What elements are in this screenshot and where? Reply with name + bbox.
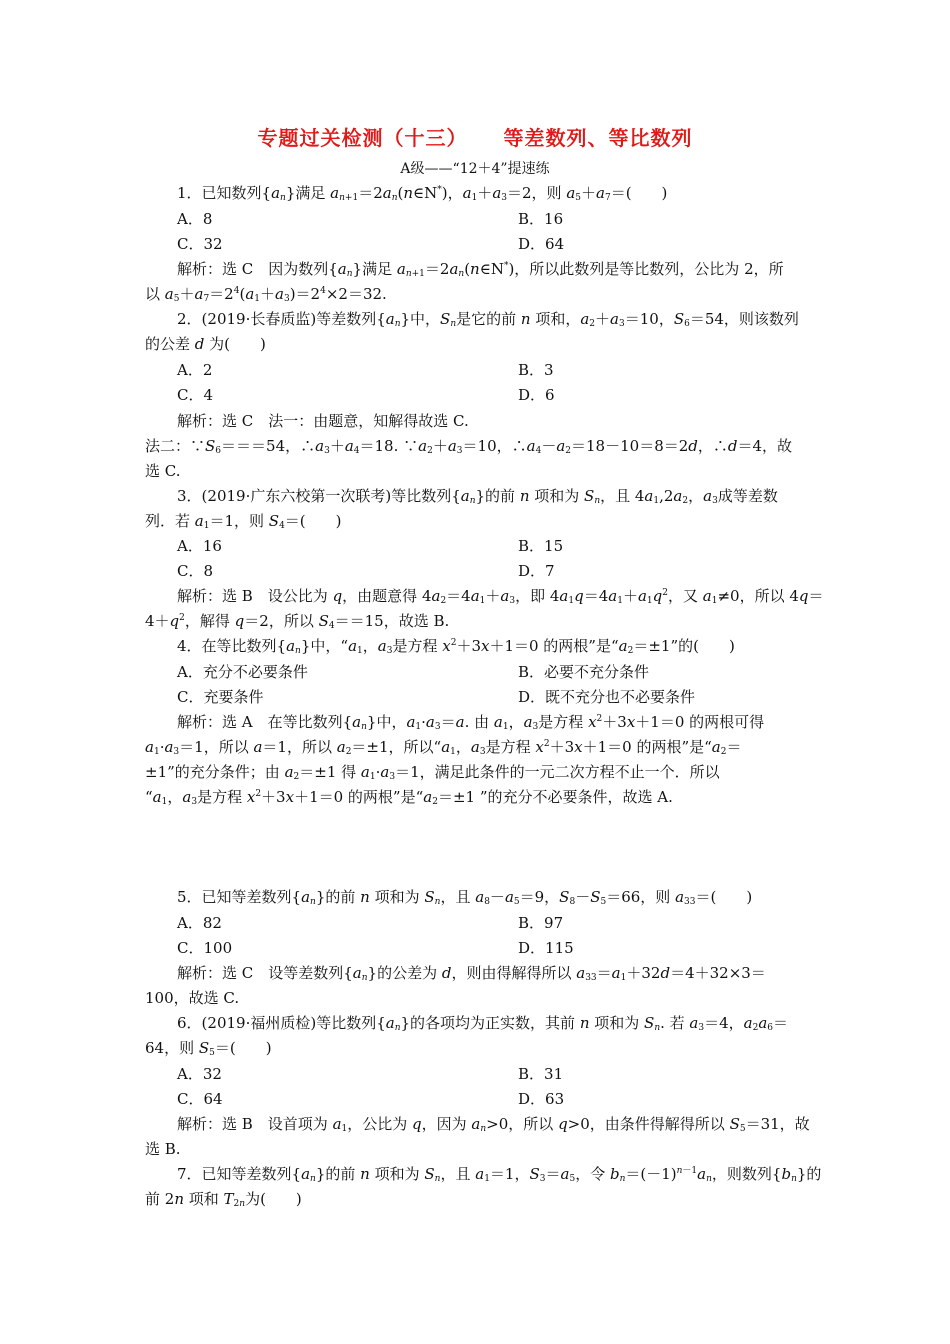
question-4: 4．在等比数列$\{a_n\}$中，“$a_1$，$a_3$是方程 $x^2+3x+1=0$ 的两根”是“$a_2=\pm 1$”的( ) xyxy=(177,637,735,656)
option-a: A．8 xyxy=(177,210,213,228)
option-a: A．32 xyxy=(177,1065,222,1083)
solution-3: 解析：选 B 设公比为 q，由题意得 $4a_2=4a_1+a_3$，即 $4a_1q=4a_1+a_1q^2$，又 $a_1\ne 0$，所以 4q＝ xyxy=(177,587,824,606)
option-d: D．63 xyxy=(518,1090,565,1108)
solution-5-cont: 100，故选 C. xyxy=(145,989,240,1007)
section-heading: A级——“12＋4”提速练 xyxy=(400,161,550,177)
solution-4-cont-2: ±1”的充分条件；由 $a_2=\pm 1$ 得 $a_1\cdot a_3=1$，满足此条件的一元二次方程不止一个．所以 xyxy=(145,763,720,782)
option-b: B．16 xyxy=(518,210,564,228)
option-d: D．6 xyxy=(518,386,555,404)
page-title xyxy=(0,122,950,151)
option-b: B．15 xyxy=(518,537,564,555)
solution-3-cont: $4+q^2$，解得 q＝2，所以 $S_4==15$，故选 B. xyxy=(145,612,450,631)
solution-4-cont-3: “$a_1$，$a_3$是方程 $x^2+3x+1=0$ 的两根”是“$a_2=\pm 1$ ”的充分不必要条件，故选 A. xyxy=(145,788,673,807)
option-a: A．2 xyxy=(177,361,213,379)
solution-1: 解析：选 C 因为数列$\{a_n\}$满足 $a_{n+1}=2a_n(n\in N^*)$，所以此数列是等比数列，公比为 2，所 xyxy=(177,260,784,279)
option-a: A．82 xyxy=(177,914,222,932)
option-d: D．既不充分也不必要条件 xyxy=(518,688,696,706)
solution-6: 解析：选 B 设首项为 $a_1$，公比为 q，因为 $a_n>0$，所以 q>0，由条件得解得所以 $S_5=31$，故 xyxy=(177,1115,810,1134)
option-c: C．100 xyxy=(177,939,233,957)
question-3: 3．(2019·广东六校第一次联考)等比数列$\{a_n\}$的前 n 项和为 $S_n$，且 $4a_1,2a_2$，$a_3$成等差数 xyxy=(177,487,778,506)
question-2-cont: 的公差 d 为( ) xyxy=(145,335,266,353)
option-c: C．32 xyxy=(177,235,223,253)
option-a: A．16 xyxy=(177,537,222,555)
option-b: B．97 xyxy=(518,914,564,932)
solution-2-cont: 选 C. xyxy=(145,462,181,480)
solution-2-method-2: 法二：$\because S_6===54$，$\therefore a_3+a_4=18$. $\because a_2+a_3=10$，$\therefore a_4-a_2=18-10=8=2d$，∴d＝4，故 xyxy=(145,437,793,456)
option-b: B．3 xyxy=(518,361,554,379)
option-d: D．115 xyxy=(518,939,574,957)
title-subject: 等差数列、等比数列 xyxy=(503,126,693,150)
question-3-cont: 列．若 $a_1=1$，则 $S_4=$( ) xyxy=(145,512,342,531)
option-c: C．4 xyxy=(177,386,214,404)
solution-4: 解析：选 A 在等比数列$\{a_n\}$中，$a_1\cdot a_3=a$. 由 $a_1$，$a_3$是方程 $x^2+3x+1=0$ 的两根可得 xyxy=(177,713,765,732)
question-1: 1．已知数列$\{a_n\}$满足 $a_{n+1}=2a_n(n\in N^*)$，$a_1+a_3=2$，则 $a_5+a_7=$( ) xyxy=(177,184,668,203)
title-topic: 专题过关检测（十三） xyxy=(257,126,468,150)
solution-2: 解析：选 C 法一：由题意，知解得故选 C. xyxy=(177,412,469,430)
question-5: 5．已知等差数列$\{a_n\}$的前 n 项和为 $S_n$，且 $a_8-a_5=9$，$S_8-S_5=66$，则 $a_{33}=$( ) xyxy=(177,888,753,907)
option-d: D．64 xyxy=(518,235,565,253)
question-7: 7．已知等差数列$\{a_n\}$的前 n 项和为 $S_n$，且 $a_1=1$，$S_3=a_5$，令 $b_n=(-1)^{n-1}a_n$，则数列$\{b_n\}$的 xyxy=(177,1165,822,1184)
question-7-cont: 前 2n 项和 $T_{2n}$为( ) xyxy=(145,1190,302,1209)
option-b: B．31 xyxy=(518,1065,564,1083)
question-2: 2．(2019·长春质监)等差数列$\{a_n\}$中，$S_n$是它的前 n 项和，$a_2+a_3=10$，$S_6=54$，则该数列 xyxy=(177,310,799,329)
option-d: D．7 xyxy=(518,562,555,580)
solution-1-cont: 以 $a_5+a_7=2^4(a_1+a_3)=2^4\times 2=32$. xyxy=(145,285,387,304)
solution-5: 解析：选 C 设等差数列$\{a_n\}$的公差为 d，则由得解得所以 $a_{33}=a_1+32d=4+32\times 3=$ xyxy=(177,964,766,983)
solution-4-cont-1: $a_1\cdot a_3=1$，所以 a＝1，所以 $a_2=\pm 1$，所以“$a_1$，$a_3$是方程 $x^2+3x+1=0$ 的两根”是“$a_2=$ xyxy=(145,738,742,757)
option-b: B．必要不充分条件 xyxy=(518,663,650,681)
option-c: C．充要条件 xyxy=(177,688,264,706)
option-c: C．64 xyxy=(177,1090,223,1108)
option-a: A．充分不必要条件 xyxy=(177,663,308,681)
solution-6-cont: 选 B. xyxy=(145,1140,181,1158)
option-c: C．8 xyxy=(177,562,214,580)
question-6: 6．(2019·福州质检)等比数列$\{a_n\}$的各项均为正实数，其前 n 项和为 $S_n$. 若 $a_3=4$，$a_2a_6=$ xyxy=(177,1014,789,1033)
question-6-cont: 64，则 $S_5=$( ) xyxy=(145,1039,272,1058)
